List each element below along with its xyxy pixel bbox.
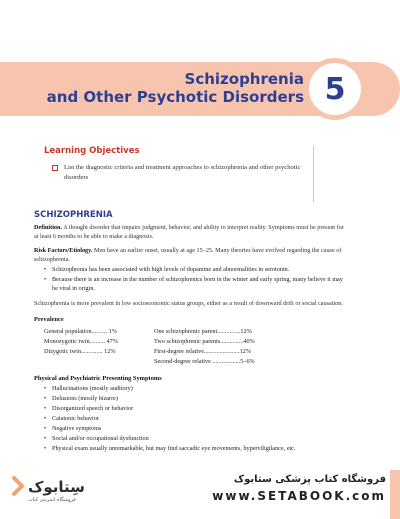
prevalence-row: General population.......... 1% <box>44 328 117 335</box>
learning-objectives <box>44 146 314 202</box>
chapter-title <box>47 70 304 106</box>
logo-subtext: فروشگاه اینترنتی کتاب <box>28 497 76 503</box>
chapter-title-line1: Schizophrenia <box>184 70 304 88</box>
prevalence-table <box>44 327 346 367</box>
symptoms-heading: Physical and Psychiatric Presenting Symptoms <box>34 375 162 382</box>
definition-text: A thought disorder that impairs judgment, behavior, and ability to interpret reality. Symptoms must be present for at least 6 months to be able to make a diagnosis. <box>34 224 344 240</box>
logo-wordmark: سِتابوک <box>28 478 85 496</box>
chapter-number: 5 <box>304 58 366 120</box>
objective-text: List the diagnostic criteria and treatment approaches to schizophrenia and other psychotic disorders <box>64 164 301 181</box>
risk-text: Men have an earlier onset, usually at age 15–25. Many theories have evolved regarding the cause of schizophrenia. <box>34 247 342 263</box>
prevalence-heading: Prevalence <box>34 316 64 323</box>
list-item: • Physical exam usually unremarkable, but may find saccadic eye movements, hyperviligilance, etc. <box>44 444 346 453</box>
store-footer <box>0 462 400 519</box>
checkbox-icon <box>52 165 58 171</box>
risk-label: Risk Factors/Etiology. <box>34 247 93 254</box>
prevalence-row: Two schizophrenic parents...............40% <box>154 338 255 345</box>
main-content <box>34 210 346 453</box>
definition-label: Definition. <box>34 224 63 231</box>
section-title: SCHIZOPHRENIA <box>34 210 113 220</box>
definition-paragraph <box>34 223 346 241</box>
list-item: • Hallucinations (mostly auditory) <box>44 384 346 393</box>
setabook-logo[interactable] <box>8 468 104 504</box>
chapter-header <box>0 62 400 116</box>
list-item: • Because there is an increase in the number of schizophrenics born in the winter and early spring, many believe it may be viral in origin. <box>44 275 346 293</box>
list-item: • Negative symptoms <box>44 424 346 433</box>
side-accent <box>390 470 400 519</box>
prevalence-row: One schizophrenic parent...............12% <box>154 328 252 335</box>
store-url[interactable]: www.SETABOOK.com <box>212 489 386 503</box>
footer-text <box>146 474 386 503</box>
prevalence-row: Second-degree relative ..................5–6% <box>154 358 255 365</box>
prevalence-row: Monozygotic twin.......... 47% <box>44 338 118 345</box>
prevalence-left-col <box>44 327 154 367</box>
prevalence-intro: Schizophrenia is more prevalent in low socioeconomic status groups, either as a result of downward drift or social causation. <box>34 300 343 307</box>
prevalence-right-col <box>154 327 255 367</box>
symptoms-list <box>44 384 346 453</box>
store-name: فروشگاه کتاب پزشکی ستابوک <box>233 474 386 485</box>
risk-bullets <box>44 265 346 293</box>
list-item: • Disorganized speech or behavior <box>44 404 346 413</box>
list-item: • Social and/or occupational dysfunction <box>44 434 346 443</box>
prevalence-row: First-degree relative.......................12% <box>154 348 251 355</box>
objective-item <box>44 163 313 183</box>
list-item: • Delusions (mostly bizarre) <box>44 394 346 403</box>
list-item: • Schizophrenia has been associated with high levels of dopamine and abnormalities in serotonin. <box>44 265 346 274</box>
prevalence-row: Dizygotic twin.............. 12% <box>44 348 116 355</box>
risk-paragraph <box>34 246 346 264</box>
list-item: • Catatonic behavior <box>44 414 346 423</box>
objectives-heading: Learning Objectives <box>44 146 140 156</box>
chapter-title-line2: and Other Psychotic Disorders <box>46 88 304 106</box>
